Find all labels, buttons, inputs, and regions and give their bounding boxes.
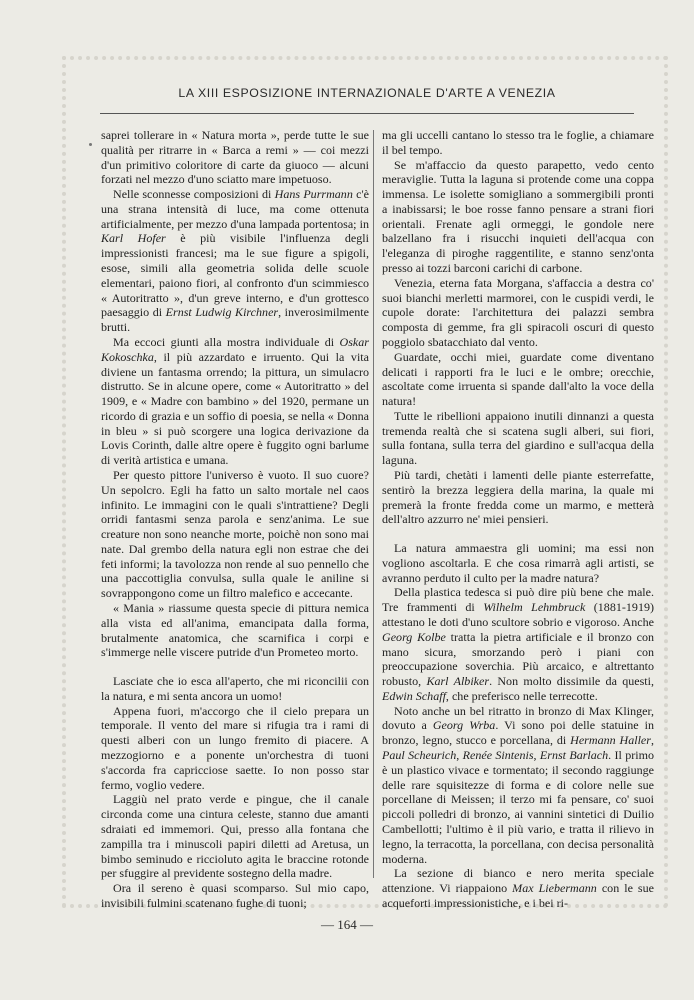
italic-name: Karl Albiker: [426, 674, 490, 689]
header-rule: [100, 113, 634, 114]
paragraph: Appena fuori, m'accorgo che il cielo prepara un temporale. Il vento del mare si rifugia tra i rami di questi alberi con un lungo fremito di piacere. A mezzogiorno e a ponente un'orchestra di tuoni s'accorda fra capricciose saette. Io non posso star fermo, voglio vedere.: [101, 703, 369, 792]
paragraph: Nelle sconnesse composizioni di Hans Purrmann c'è una strana intensità di luce, ma come ottenuta artificialmente, per mezzo d'una lampada portentosa; in Karl Hofer è più visibile l'influenza degli impressionisti francesi; ma le sue figure a spigoli, esose, simili alla geometria solida delle scuole elementari, paiono fiori, al confronto d'un scimmiesco « Autoritratto », d'un greve interno, e d'un grottesco paesaggio di Ernst Ludwig Kirchner, inverosimilmente brutti.: [101, 187, 369, 335]
paragraph: Se m'affaccio da questo parapetto, vedo cento meraviglie. Tutta la laguna si protende come una coppa immensa. Le isolette somigliano a sommergibili pronti a inabissarsi; le boe rosse fanno pensare a strani fiori orientali. Frenate agli ormeggi, le gondole nere balzellano fra i risucchi inquieti dell'acqua con l'eleganza di piroghe raggentilite, e stanno senz'onta presso ai tozzi barconi carichi di carbone.: [382, 157, 654, 276]
italic-name: Hans Purrmann: [274, 187, 353, 202]
paragraph: Ora il sereno è quasi scomparso. Sul mio capo, invisibili fulmini scatenano fughe di tuoni;: [101, 881, 369, 910]
paragraph: ma gli uccelli cantano lo stesso tra le foglie, a chiamare il bel tempo.: [382, 128, 654, 157]
margin-mark: [89, 143, 92, 146]
italic-name: Wilhelm Lehmbruck: [483, 600, 586, 615]
italic-name: Edwin Schaff: [382, 688, 446, 703]
paragraph: Più tardi, chetàti i lamenti delle piante esterrefatte, sentirò la brezza leggiera della marina, la quale mi premerà la fronte fredda come un marmo, e metterà dell'altro azzurro ne' miei pensieri.: [382, 467, 654, 527]
italic-name: Hermann Haller: [570, 733, 651, 748]
italic-name: Ernst Barlach: [539, 748, 609, 763]
right-column: [382, 128, 654, 911]
paragraph: Ma eccoci giunti alla mostra individuale di Oskar Kokoschka, il più azzardato e irruento. Qui la vita diviene un fantasma orrendo; la pittura, un simulacro distrutto. Se in alcune opere, come « Autoritratto » del 1909, e « Madre con bambino » del 1920, permane un ricordo di grazia e un soffio di poesia, se nella « Donna in bleu » si può scorgere una logica derivazione da Lovis Corinth, dalle altre opere è fuggito ogni barlume di verità artistica e umana.: [101, 334, 369, 468]
italic-name: Georg Kolbe: [382, 629, 446, 644]
paragraph: Noto anche un bel ritratto in bronzo di Max Klinger, dovuto a Georg Wrba. Vi sono poi delle statuine in bronzo, legno, stucco e porcellana, di Hermann Haller, Paul Scheurich, Renée Sintenis, Ernst Barlach. Il primo è un plastico vivace e tormentato; il secondo raggiunge delle rare squisitezze di forma e di colore nelle sue porcellane di Meissen; il terzo mi fa pensare, co' suoi piccoli polledri di bronzo, ai vannini sintetici di Duilio Cambellotti; l'ultimo è il più vario, e tratta il rilievo in legno, la terracotta, la porcellana, con decisa personalità moderna.: [382, 703, 654, 866]
paragraph: Per questo pittore l'universo è vuoto. Il suo cuore? Un sepolcro. Egli ha fatto un salto mortale nel caos infinito. Le immagini con le quali s'intrattiene? Degli orridi fantasmi senza parola e senz'anima. Le sue creature non sono neanche morte, poichè non sono mai nate. Dal grembo della natura egli non estrae che dei feti informi; la tavolozza non rende al suo pennello che una paccottiglia convulsa, sulla quale le aniline si sovrappongono come un filtro malefico e accecante.: [101, 467, 369, 601]
italic-name: Oskar Kokoschka: [101, 334, 369, 364]
paragraph: La natura ammaestra gli uomini; ma essi non vogliono ascoltarla. E che cosa rimarrà agli artisti, se avranno perduto il culto per la madre natura?: [382, 541, 654, 585]
italic-name: Karl Hofer: [101, 231, 166, 246]
left-column: [101, 128, 369, 911]
paragraph: Della plastica tedesca si può dire più bene che male. Tre frammenti di Wilhelm Lehmbruck (1881-1919) attestano le doti d'uno scultore sobrio e vigoroso. Anche Georg Kolbe tratta la pietra artificiale e il bronzo con mano sicura, smorzando però i piani con preoccupazione soverchia. Più arcaico, e altrettanto robusto, Karl Albiker. Non molto dissimile da questi, Edwin Schaff, che preferisco nelle terrecotte.: [382, 585, 654, 703]
paragraph: Guardate, occhi miei, guardate come diventano delicati i rapporti fra le luci e le ombre; orecchie, ascoltate come irruenta si spande dall'alto la voce della natura!: [382, 349, 654, 409]
paragraph: Tutte le ribellioni appaiono inutili dinnanzi a questa tremenda realtà che si scatena sugli alberi, sui fiori, sulla fontana, sulla terra del giardino e sull'acqua della laguna.: [382, 408, 654, 468]
paragraph: Lasciate che io esca all'aperto, che mi riconcilii con la natura, e mi senta ancora un uomo!: [101, 674, 369, 703]
running-header: LA XIII ESPOSIZIONE INTERNAZIONALE D'ARTE A VENEZIA: [178, 86, 556, 100]
italic-name: Georg Wrba: [432, 718, 496, 733]
italic-name: Max Liebermann: [512, 881, 597, 896]
paragraph: Venezia, eterna fata Morgana, s'affaccia a destra co' suoi bianchi merletti marmorei, con le cuspidi verdi, le cupole dorate: l'architettura dei palazzi sembra composta di gemme, fra gli spiracoli oscuri di questo poggiolo sbatacchiato dal vento.: [382, 275, 654, 349]
italic-name: Paul Scheurich: [382, 748, 457, 763]
paragraph: saprei tollerare in « Natura morta », perde tutte le sue qualità per ritrarre in « Barca a remi » — coi mezzi d'un primitivo coloritore di carte da giuoco — alcuni forzati nel mezzo d'uno sciatto mare impetuoso.: [101, 128, 369, 187]
column-divider: [373, 130, 374, 878]
paragraph: « Mania » riassume questa specie di pittura nemica alla vista ed all'anima, emancipata dalla forma, brutalmente anatomica, che scarnifica i corpi e s'immerge nelle viscere putride d'un Prometeo morto.: [101, 601, 369, 660]
paragraph: Laggiù nel prato verde e pingue, che il canale circonda come una cintura celeste, stanno due amanti sdraiati ed immemori. Qui, presso alla fontana che zampilla tra i minuscoli papiri diletti ad Aretusa, un bimbo seminudo e riccioluto agita le braccine rotonde per sfuggire al previdente sostegno della madre.: [101, 792, 369, 881]
paragraph: La sezione di bianco e nero merita speciale attenzione. Vi riappaiono Max Liebermann con le sue acqueforti impressionistiche, e i bei ri-: [382, 866, 654, 910]
page-number: — 164 —: [321, 917, 373, 932]
italic-name: Ernst Ludwig Kirchner: [165, 305, 279, 320]
italic-name: Renée Sintenis: [462, 748, 534, 763]
